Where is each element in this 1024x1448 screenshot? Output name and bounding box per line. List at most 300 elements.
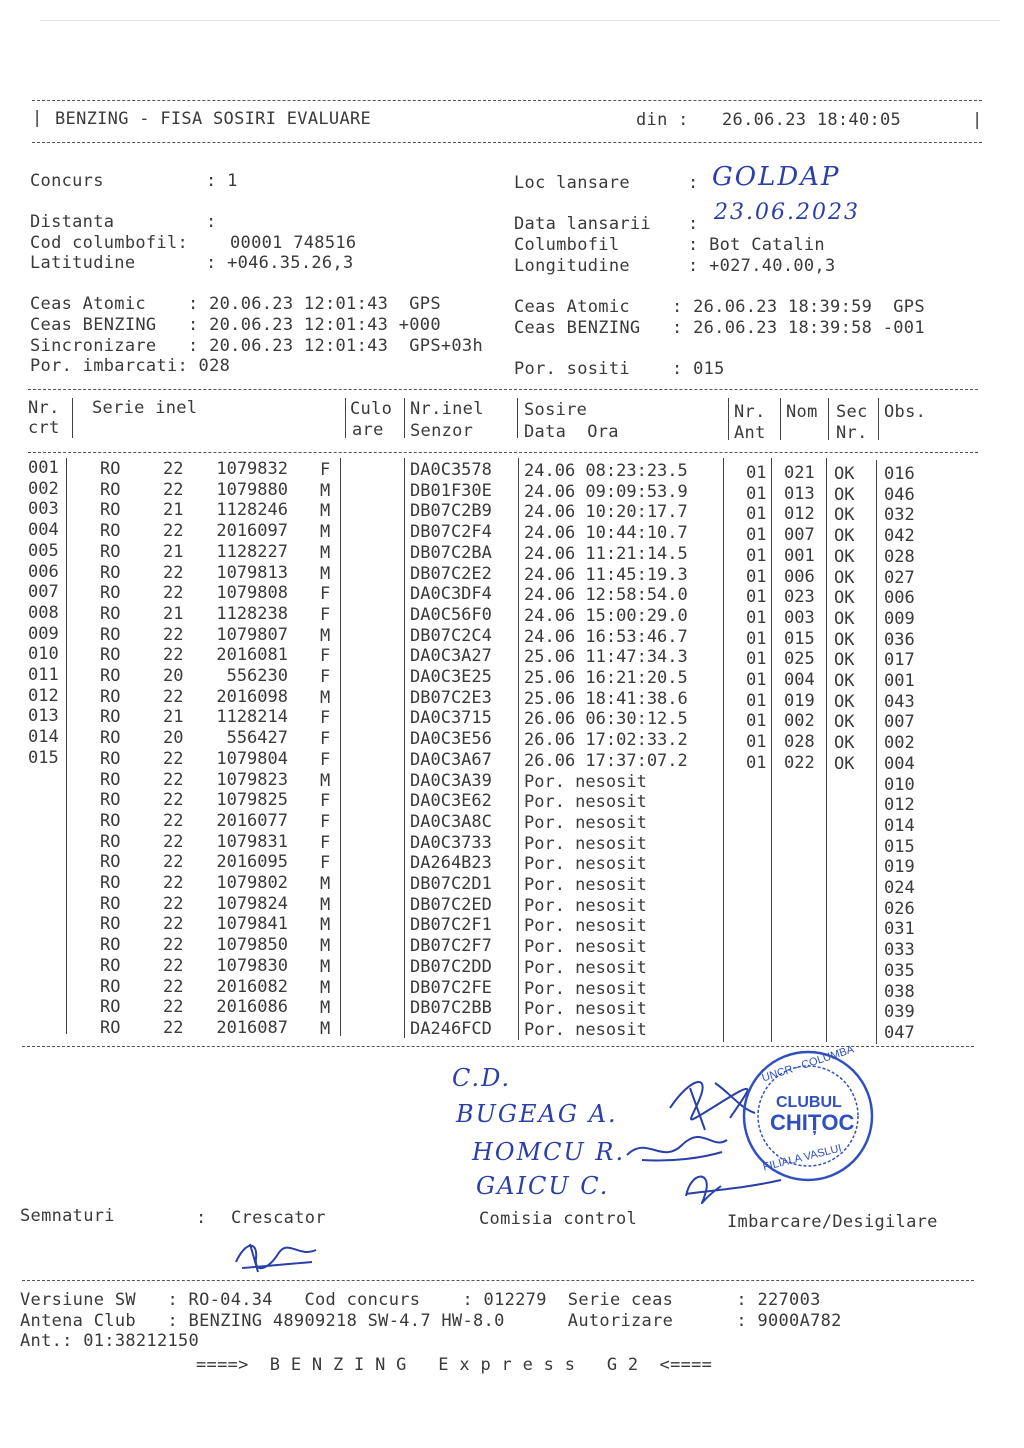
table-cell-senzor: DB07C2FE [410,977,492,998]
th-dataora: Data Ora [524,422,619,442]
data-lansarii-sep: : [688,214,699,234]
table-cell-sec: OK [834,464,855,484]
table-cell-obs: 024 [884,878,915,899]
table-cell-obs: 039 [884,1002,915,1023]
table-cell-nom: 006 [784,566,815,587]
table-cell-sec: OK [834,484,855,505]
table-cell-yr: 22 [163,914,184,935]
footer-line-1: Versiune SW : RO-04.34 Cod concurs : 012279 Serie ceas : 227003 [20,1290,821,1310]
table-cell-obs: 006 [884,588,915,609]
table-cell-num: 2016077 [216,810,288,831]
table-cell-sosire: 26.06 06:30:12.5 [524,709,688,730]
table-cell-num: 1079823 [216,769,288,790]
table-cell-ro: RO [100,541,121,562]
table-cell-sex: F [320,832,331,853]
table-cell-ro: RO [100,459,121,479]
table-cell-obs: 031 [884,919,915,940]
table-cell-ro: RO [100,603,121,624]
table-cell-sex: F [320,791,331,812]
th-culo: Culo [350,399,393,419]
table-cell-ro: RO [100,790,121,811]
table-cell-sex: F [320,729,331,750]
table-cell-sex: F [320,708,331,729]
table-cell-nom: 028 [784,732,815,753]
th-sep-3 [404,398,405,438]
footer-line-3: Ant.: 01:38212150 [20,1331,200,1351]
table-cell-sosire: 24.06 09:09:53.9 [524,481,688,502]
table-cell-num: 1079804 [216,748,288,769]
table-cell-ant: 01 [746,545,767,566]
table-cell-sec: OK [834,753,855,774]
table-cell-senzor: DA0C3A67 [410,749,492,770]
table-cell-num: 1128246 [216,500,288,521]
table-cell-num: 2016081 [216,645,288,666]
table-cell-obs: 036 [884,629,915,650]
table-cell-nom: 012 [784,504,815,525]
tb-sep-6 [771,458,772,1042]
cod-label: Cod columbofil: [30,233,189,253]
table-cell-nom: 004 [784,670,815,691]
tb-sep-8 [876,460,877,1044]
table-cell-sex: F [320,460,331,480]
table-cell-sec: OK [834,671,855,692]
columbofil-label: Columbofil [514,235,620,255]
data-lansarii-handwritten: 23.06.2023 [714,200,860,225]
lat-value: : +046.35.26,3 [206,253,354,273]
tb-sep-4 [518,458,519,1040]
table-cell-yr: 22 [163,852,184,873]
table-cell-obs: 035 [884,960,915,981]
table-cell-sex: F [320,853,331,874]
table-cell-sosire: 25.06 16:21:20.5 [524,668,688,689]
table-cell-sosire: Por. nesosit [524,978,647,999]
table-cell-ro: RO [100,955,121,976]
table-cell-sex: F [320,667,331,688]
table-cell-obs: 043 [884,691,915,712]
th-sep-2 [345,398,346,438]
table-cell-ant: 01 [746,752,767,773]
table-cell-num: 1079825 [216,790,288,811]
table-cell-crt: 011 [28,665,59,686]
table-cell-nom: 002 [784,711,815,732]
clock-left-3: Sincronizare : 20.06.23 12:01:43 GPS+03h [30,336,483,356]
table-cell-ant: 01 [746,525,767,546]
table-cell-yr: 22 [163,459,184,479]
header-bar-left: | [32,108,43,128]
table-cell-sex: M [320,501,331,522]
table-cell-sex: M [320,1018,331,1039]
table-cell-obs: 007 [884,712,915,733]
col-year [163,459,183,1039]
table-cell-obs: 026 [884,898,915,919]
table-cell-yr: 20 [163,666,184,687]
table-cell-sex: M [320,894,331,915]
table-cell-ro: RO [100,748,121,769]
table-cell-ro: RO [100,997,121,1018]
table-cell-obs: 017 [884,650,915,671]
stamp-name-text: CHIȚOC [770,1110,855,1135]
table-cell-ant: 01 [746,670,767,691]
header-bar-right: | [972,110,983,130]
col-sec [834,464,854,775]
col-sosire [524,461,688,1041]
concurs-label: Concurs [30,171,104,191]
table-cell-senzor: DB07C2DD [410,956,492,977]
table-cell-obs: 038 [884,981,915,1002]
table-cell-ant: 01 [746,504,767,525]
table-cell-senzor: DB07C2F7 [410,936,492,957]
loc-label: Loc lansare [514,173,630,193]
table-cell-nom: 013 [784,483,815,504]
distanta-label: Distanta [30,212,115,232]
table-cell-crt: 009 [28,623,59,644]
th-nrinel: Nr.inel [410,399,484,419]
table-cell-obs: 010 [884,774,915,795]
table-cell-num: 1128238 [216,603,288,624]
header-title: BENZING - FISA SOSIRI EVALUARE [55,109,372,129]
tb-sep-7 [826,458,827,1042]
footer-line-2: Antena Club : BENZING 48909218 SW-4.7 HW-8.0 Autorizare : 9000A782 [20,1311,842,1331]
table-cell-obs: 001 [884,671,915,692]
table-cell-yr: 22 [163,748,184,769]
tb-sep-5 [723,458,724,1042]
table-cell-ro: RO [100,769,121,790]
table-cell-sex: M [320,542,331,563]
table-cell-yr: 22 [163,790,184,811]
table-cell-sec: OK [834,691,855,712]
table-cell-sex: F [320,811,331,832]
lat-label: Latitudine [30,253,136,273]
table-cell-sosire: 24.06 11:45:19.3 [524,564,688,585]
table-cell-num: 1079802 [216,873,288,894]
table-cell-yr: 20 [163,728,184,749]
table-cell-obs: 027 [884,567,915,588]
table-cell-yr: 22 [163,521,184,542]
table-cell-yr: 21 [163,541,184,562]
th-nr: Nr. [28,398,60,418]
table-cell-ro: RO [100,707,121,728]
table-cell-num: 1079841 [216,914,288,935]
table-cell-ro: RO [100,562,121,583]
table-cell-sosire: Por. nesosit [524,771,647,792]
table-cell-nom: 003 [784,607,815,628]
table-cell-obs: 019 [884,857,915,878]
table-cell-ant: 01 [746,649,767,670]
table-cell-yr: 21 [163,707,184,728]
table-cell-yr: 22 [163,562,184,583]
table-cell-yr: 22 [163,686,184,707]
table-cell-yr: 22 [163,624,184,645]
table-cell-sec: OK [834,650,855,671]
table-cell-sosire: Por. nesosit [524,854,647,875]
table-cell-crt: 001 [28,458,59,478]
table-cell-ro: RO [100,666,121,687]
table-cell-senzor: DB07C2F4 [410,522,492,543]
clock-right-1: Ceas Atomic : 26.06.23 18:39:59 GPS [514,297,925,317]
clock-left-4: Por. imbarcati: 028 [30,356,231,376]
table-cell-crt: 003 [28,499,59,520]
table-cell-ro: RO [100,831,121,852]
table-cell-sec: OK [834,588,855,609]
header-din-value: 26.06.23 18:40:05 [722,110,902,130]
table-cell-num: 1079813 [216,562,288,583]
table-cell-num: 1079808 [216,583,288,604]
table-cell-num: 1079831 [216,831,288,852]
table-rule-top [28,389,978,390]
table-cell-yr: 22 [163,645,184,666]
table-cell-obs: 015 [884,836,915,857]
table-cell-num: 2016097 [216,521,288,542]
table-cell-yr: 22 [163,955,184,976]
handwritten-name-3: GAICU C. [476,1172,610,1200]
table-cell-num: 1079807 [216,624,288,645]
semnaturi-sep: : [196,1208,207,1228]
handwritten-cd: C.D. [452,1064,512,1092]
loc-value-handwritten: GOLDAP [712,162,841,192]
table-cell-sex: M [320,563,331,584]
table-cell-ro: RO [100,914,121,935]
table-cell-senzor: DA0C56F0 [410,604,492,625]
distanta-value: : [206,212,217,232]
col-ro [100,459,120,1039]
table-cell-sex: F [320,646,331,667]
table-cell-num: 1079880 [216,479,288,500]
stamp-top-text: UNCR - COLUMBA [760,1043,856,1085]
table-cell-obs: 009 [884,608,915,629]
table-cell-nom: 022 [784,752,815,773]
table-cell-sec: OK [834,526,855,547]
th-crt: crt [28,418,60,438]
table-cell-sosire: Por. nesosit [524,833,647,854]
table-cell-yr: 21 [163,500,184,521]
clock-right-2: Ceas BENZING : 26.06.23 18:39:58 -001 [514,318,925,338]
table-cell-ant: 01 [746,566,767,587]
table-cell-sec: OK [834,505,855,526]
table-cell-num: 2016086 [216,997,288,1018]
table-cell-sosire: 24.06 15:00:29.0 [524,605,688,626]
clock-left-2: Ceas BENZING : 20.06.23 12:01:43 +000 [30,315,441,335]
table-cell-yr: 22 [163,1017,184,1038]
table-cell-num: 1079850 [216,935,288,956]
col-sex [320,460,330,1040]
table-cell-sex: F [320,604,331,625]
table-cell-ro: RO [100,1017,121,1038]
table-cell-sex: M [320,687,331,708]
handwritten-name-2: HOMCU R. [472,1138,626,1166]
table-cell-sosire: 24.06 12:58:54.0 [524,585,688,606]
th-serie: Serie inel [92,398,198,418]
columbofil-value: : Bot Catalin [688,235,825,255]
table-cell-obs: 016 [884,464,915,484]
col-ant [746,463,766,774]
table-cell-sosire: Por. nesosit [524,937,647,958]
th-senzor: Senzor [410,421,474,441]
table-cell-obs: 028 [884,546,915,567]
table-cell-ro: RO [100,728,121,749]
table-cell-nom: 021 [784,463,815,483]
table-cell-num: 1079824 [216,893,288,914]
th-sep-1 [72,398,73,438]
table-cell-yr: 22 [163,831,184,852]
table-cell-sosire: 24.06 11:21:14.5 [524,543,688,564]
table-cell-sosire: Por. nesosit [524,999,647,1020]
table-cell-senzor: DA0C3A27 [410,646,492,667]
table-cell-obs: 033 [884,940,915,961]
table-cell-sex: M [320,625,331,646]
semnaturi-label: Semnaturi [20,1206,115,1226]
col-nom [784,463,815,774]
table-cell-sosire: Por. nesosit [524,957,647,978]
table-cell-num: 2016082 [216,976,288,997]
table-cell-obs: 032 [884,505,915,526]
table-cell-senzor: DA0C3A8C [410,811,492,832]
table-cell-ro: RO [100,479,121,500]
table-cell-sex: M [320,874,331,895]
th-sosire: Sosire [524,400,588,420]
header-rule-top [32,100,982,101]
table-cell-ant: 01 [746,711,767,732]
table-cell-sex: M [320,915,331,936]
th-sep-4 [517,398,518,438]
table-cell-yr: 22 [163,810,184,831]
table-cell-senzor: DB07C2D1 [410,874,492,895]
table-cell-sex: M [320,998,331,1019]
table-cell-sex: M [320,977,331,998]
th-sep-7 [828,398,829,440]
table-cell-yr: 22 [163,479,184,500]
table-cell-num: 2016087 [216,1017,288,1038]
clock-left-1: Ceas Atomic : 20.06.23 12:01:43 GPS [30,294,441,314]
th-nom: Nom [786,402,818,422]
table-cell-sosire: Por. nesosit [524,812,647,833]
col-obs [884,464,915,1044]
table-cell-ro: RO [100,935,121,956]
table-cell-ro: RO [100,645,121,666]
table-cell-crt: 015 [28,747,59,768]
table-rule-header [28,452,978,453]
table-cell-senzor: DA0C3DF4 [410,584,492,605]
long-label: Longitudine [514,256,630,276]
table-cell-senzor: DA0C3578 [410,460,492,480]
table-cell-nom: 015 [784,628,815,649]
table-cell-obs: 002 [884,733,915,754]
table-cell-senzor: DB01F30E [410,480,492,501]
table-cell-obs: 014 [884,815,915,836]
table-cell-senzor: DA0C3E25 [410,667,492,688]
table-cell-senzor: DB07C2BA [410,542,492,563]
th-obs: Obs. [884,402,927,422]
table-cell-num: 1128227 [216,541,288,562]
table-cell-obs: 004 [884,753,915,774]
table-cell-nom: 025 [784,649,815,670]
table-cell-senzor: DB07C2F1 [410,915,492,936]
long-value: : +027.40.00,3 [688,256,836,276]
table-cell-yr: 22 [163,976,184,997]
table-cell-senzor: DB07C2E3 [410,687,492,708]
table-cell-yr: 21 [163,603,184,624]
table-cell-sex: M [320,936,331,957]
stamp-bottom-text: FILIALA VASLUI [761,1142,843,1174]
table-cell-nom: 023 [784,587,815,608]
table-cell-sex: M [320,956,331,977]
table-cell-sosire: 24.06 10:20:17.7 [524,502,688,523]
crescator-signature [228,1232,320,1276]
table-cell-crt: 010 [28,644,59,665]
club-stamp [738,1043,878,1186]
table-cell-sec: OK [834,629,855,650]
table-cell-crt: 008 [28,602,59,623]
table-cell-senzor: DA0C3E62 [410,791,492,812]
table-cell-sosire: Por. nesosit [524,895,647,916]
table-cell-obs: 047 [884,1022,915,1043]
col-ring-number [196,459,288,1039]
table-cell-senzor: DB07C2E2 [410,563,492,584]
table-cell-sosire: 24.06 08:23:23.5 [524,461,688,481]
col-nr-crt [28,458,59,769]
imbarcare-label: Imbarcare/Desigilare [727,1212,938,1232]
table-cell-sec: OK [834,608,855,629]
table-cell-senzor: DB07C2C4 [410,625,492,646]
table-cell-ro: RO [100,500,121,521]
loc-sep: : [688,173,699,193]
th-nr2: Nr. [734,402,766,422]
table-cell-crt: 006 [28,561,59,582]
th-sep-5 [728,398,729,440]
table-cell-ro: RO [100,624,121,645]
th-are: are [352,420,384,440]
table-cell-nom: 019 [784,690,815,711]
table-cell-senzor: DA264B23 [410,853,492,874]
th-secnr: Nr. [836,423,868,443]
table-cell-senzor: DB07C2B9 [410,501,492,522]
stamp-club-text: CLUBUL [776,1094,842,1111]
table-cell-yr: 22 [163,873,184,894]
table-cell-ant: 01 [746,690,767,711]
table-cell-crt: 002 [28,478,59,499]
table-cell-sec: OK [834,567,855,588]
table-cell-senzor: DA0C3E56 [410,729,492,750]
table-cell-ro: RO [100,521,121,542]
tb-sep-3 [404,458,405,1038]
table-cell-ro: RO [100,810,121,831]
top-rule [40,20,1000,21]
tb-sep-1 [66,458,67,1034]
table-cell-nom: 007 [784,525,815,546]
table-cell-num: 2016098 [216,686,288,707]
table-cell-sosire: 24.06 16:53:46.7 [524,626,688,647]
table-cell-crt: 013 [28,706,59,727]
table-cell-sosire: Por. nesosit [524,916,647,937]
table-cell-num: 556230 [226,666,288,687]
table-cell-yr: 22 [163,997,184,1018]
th-sep-6 [780,398,781,440]
table-cell-ant: 01 [746,628,767,649]
table-cell-yr: 22 [163,583,184,604]
th-sec: Sec [836,402,868,422]
tb-sep-2 [340,458,341,1036]
table-cell-ro: RO [100,852,121,873]
table-cell-obs: 046 [884,484,915,505]
th-sep-8 [878,398,879,440]
table-cell-yr: 22 [163,769,184,790]
cod-value: 00001 748516 [230,233,357,253]
table-cell-sec: OK [834,712,855,733]
concurs-value: : 1 [206,171,238,191]
table-cell-crt: 007 [28,582,59,603]
table-cell-sex: M [320,522,331,543]
table-cell-senzor: DA0C3733 [410,832,492,853]
table-cell-senzor: DA0C3715 [410,708,492,729]
